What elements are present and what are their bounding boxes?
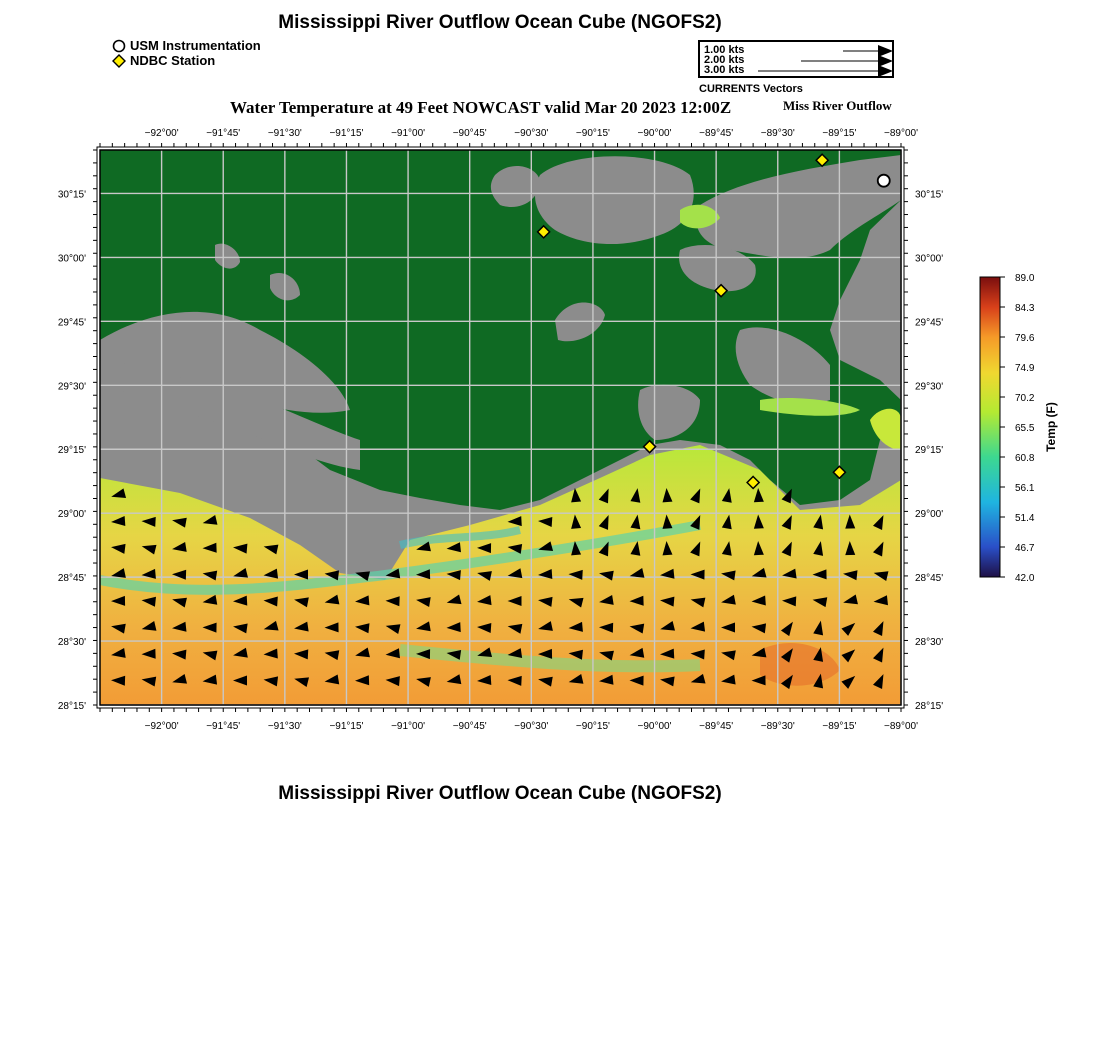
colorbar-tick-label: 70.2 bbox=[1015, 393, 1035, 404]
lat-tick-label: 29°30' bbox=[915, 381, 944, 393]
vector-scale-row: 1.00 kts bbox=[704, 44, 745, 56]
vector-caption: CURRENTS Vectors bbox=[699, 83, 803, 95]
lon-tick-label: −89°00' bbox=[884, 128, 918, 139]
colorbar-tick-label: 60.8 bbox=[1015, 453, 1035, 464]
colorbar-tick-label: 74.9 bbox=[1015, 363, 1035, 374]
map-subtitle: Water Temperature at 49 Feet NOWCAST valid Mar 20 2023 12:00Z bbox=[230, 98, 732, 117]
lat-tick-label: 29°45' bbox=[57, 317, 86, 329]
lon-tick-label: −90°30' bbox=[514, 721, 549, 732]
colorbar-tick-label: 79.6 bbox=[1015, 333, 1035, 344]
lon-tick-label: −91°00' bbox=[391, 721, 426, 732]
lon-tick-label: −91°45' bbox=[206, 128, 241, 139]
lon-tick-label: −90°15' bbox=[575, 128, 610, 139]
colorbar-tick-label: 65.5 bbox=[1015, 423, 1035, 434]
lon-tick-label: −91°15' bbox=[329, 721, 364, 732]
lat-tick-label: 29°15' bbox=[57, 445, 86, 457]
lon-tick-label: −89°15' bbox=[822, 721, 857, 732]
lon-tick-label: −91°00' bbox=[391, 128, 426, 139]
legend-ndbc-label: NDBC Station bbox=[130, 53, 216, 68]
page-title-bottom: Mississippi River Outflow Ocean Cube (NGOFS2) bbox=[278, 783, 722, 804]
lon-tick-label: −89°30' bbox=[760, 128, 795, 139]
lat-tick-label: 30°00' bbox=[57, 253, 86, 265]
lat-tick-label: 30°15' bbox=[915, 189, 944, 201]
lat-tick-label: 29°15' bbox=[915, 445, 944, 457]
lon-tick-label: −89°00' bbox=[884, 721, 918, 732]
lat-tick-label: 29°30' bbox=[57, 381, 86, 393]
colorbar-tick-label: 46.7 bbox=[1015, 543, 1035, 554]
lon-tick-label: −89°15' bbox=[822, 128, 857, 139]
lat-tick-label: 28°15' bbox=[57, 701, 86, 712]
lon-tick-label: −89°45' bbox=[699, 721, 734, 732]
colorbar-tick-label: 84.3 bbox=[1015, 303, 1035, 314]
lat-tick-label: 30°00' bbox=[915, 253, 944, 265]
lon-tick-label: −91°30' bbox=[267, 128, 302, 139]
lon-tick-label: −92°00' bbox=[144, 128, 179, 139]
lon-tick-label: −90°15' bbox=[575, 721, 610, 732]
colorbar-label: Temp (F) bbox=[1044, 402, 1058, 452]
lon-tick-label: −90°00' bbox=[637, 721, 672, 732]
lon-tick-label: −91°15' bbox=[329, 128, 364, 139]
lon-tick-label: −90°45' bbox=[452, 721, 487, 732]
lat-tick-label: 29°45' bbox=[915, 317, 944, 329]
lon-tick-label: −90°30' bbox=[514, 128, 549, 139]
lat-tick-label: 28°45' bbox=[915, 573, 944, 585]
colorbar-tick-label: 51.4 bbox=[1015, 513, 1035, 524]
lon-tick-label: −89°30' bbox=[760, 721, 795, 732]
lat-tick-label: 30°15' bbox=[57, 189, 86, 201]
lat-tick-label: 28°30' bbox=[915, 637, 944, 649]
lat-tick-label: 29°00' bbox=[57, 509, 86, 521]
map-region-label: Miss River Outflow bbox=[783, 98, 892, 113]
lon-tick-label: −91°30' bbox=[267, 721, 302, 732]
lat-tick-label: 28°15' bbox=[915, 701, 944, 712]
lon-tick-label: −90°00' bbox=[637, 128, 672, 139]
colorbar-tick-label: 89.0 bbox=[1015, 273, 1035, 284]
lat-tick-label: 29°00' bbox=[915, 509, 944, 521]
colorbar-gradient bbox=[980, 277, 1000, 577]
page-title: Mississippi River Outflow Ocean Cube (NGOFS2) bbox=[278, 12, 722, 33]
colorbar-tick-label: 42.0 bbox=[1015, 573, 1035, 584]
vector-scale-row: 3.00 kts bbox=[704, 64, 745, 76]
colorbar-tick-label: 56.1 bbox=[1015, 483, 1035, 494]
colorbar-ticks bbox=[1000, 273, 1035, 584]
lon-tick-label: −91°45' bbox=[206, 721, 241, 732]
legend-usm-label: USM Instrumentation bbox=[130, 38, 261, 53]
lon-tick-label: −90°45' bbox=[452, 128, 487, 139]
vector-scale-row: 2.00 kts bbox=[704, 54, 745, 66]
lat-tick-label: 28°30' bbox=[57, 637, 86, 649]
lat-tick-label: 28°45' bbox=[57, 573, 86, 585]
lon-tick-label: −89°45' bbox=[699, 128, 734, 139]
lon-tick-label: −92°00' bbox=[144, 721, 179, 732]
